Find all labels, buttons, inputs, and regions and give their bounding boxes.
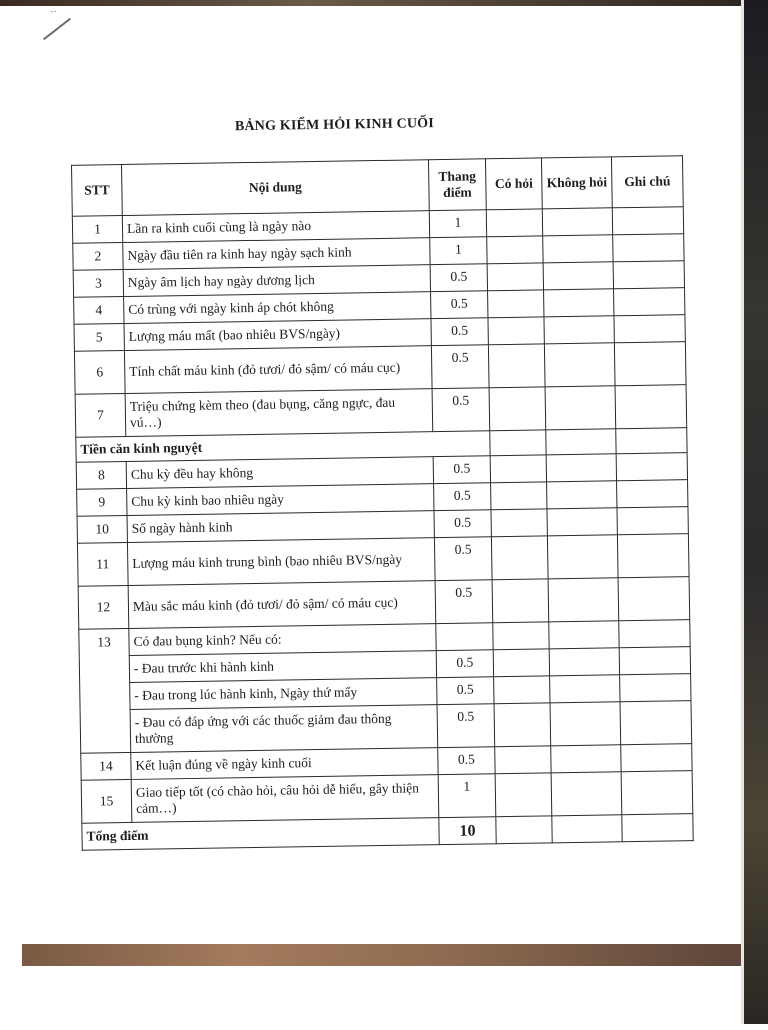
not-asked-cell[interactable] [545,386,616,430]
note-cell[interactable] [617,507,688,535]
row-score: 0.5 [437,677,494,705]
row-stt: 5 [74,324,124,352]
asked-cell[interactable] [491,482,547,510]
asked-cell[interactable] [494,703,551,747]
row-content: Chu kỳ kinh bao nhiêu ngày [127,484,434,516]
row-content: Giao tiếp tốt (có chào hỏi, câu hỏi dễ hiểu, gây thiện cảm…) [131,775,439,823]
row-score: 0.5 [438,747,495,775]
row-stt: 14 [81,752,131,780]
row-stt: 11 [77,542,128,586]
header-asked: Có hỏi [485,158,542,210]
row-score: 1 [430,237,487,265]
note-cell[interactable] [613,234,684,262]
asked-cell[interactable] [491,509,547,537]
row-content: Triệu chứng kèm theo (đau bụng, căng ngực, đau vú…) [125,389,433,437]
not-asked-cell[interactable] [549,621,619,649]
note-cell[interactable] [615,385,687,429]
row-score-empty [436,623,493,651]
asked-cell[interactable] [495,746,551,774]
header-not-asked: Không hỏi [541,157,612,209]
note-cell[interactable] [621,744,692,772]
not-asked-cell[interactable] [547,481,617,509]
not-asked-cell[interactable] [552,815,622,843]
row-stt: 6 [74,350,125,394]
row-score: 0.5 [432,388,490,432]
row-content: Chu kỳ đều hay không [126,457,433,489]
pen-dots: ˙˙ [50,10,57,21]
row-content: Lượng máu kinh trung bình (bao nhiêu BVS/ngày [127,538,435,586]
row-score: 0.5 [433,456,490,484]
row-score: 0.5 [430,264,487,292]
not-asked-cell[interactable] [544,343,615,387]
row-stt: 1 [72,216,122,244]
not-asked-cell[interactable] [544,316,614,344]
asked-cell[interactable] [489,387,546,431]
row-score: 0.5 [431,291,488,319]
row-score: 1 [438,774,496,818]
asked-cell[interactable] [490,430,546,456]
not-asked-cell[interactable] [542,208,612,236]
note-cell[interactable] [620,701,692,745]
note-cell[interactable] [619,647,690,675]
row-score: 0.5 [436,650,493,678]
not-asked-cell[interactable] [547,508,617,536]
page-title: BẢNG KIỂM HỎI KINH CUỐI [234,116,435,135]
header-note: Ghi chú [611,156,683,208]
row-stt: 12 [78,585,129,629]
row-content: Kết luận đúng về ngày kinh cuối [131,748,438,780]
note-cell[interactable] [616,453,687,481]
row-score: 0.5 [434,510,491,538]
row-stt: 8 [76,461,126,489]
row-content: - Đau trước khi hành kinh [129,651,436,683]
row-content: Tính chất máu kinh (đỏ tươi/ đỏ sậm/ có máu cục) [124,346,432,394]
note-cell[interactable] [621,771,693,815]
note-cell[interactable] [614,288,685,316]
row-content: Lượng máu mất (bao nhiêu BVS/ngày) [124,319,431,351]
note-cell[interactable] [616,428,687,454]
row-content: Ngày âm lịch hay ngày dương lịch [123,265,430,297]
row-content: Lần ra kinh cuối cùng là ngày nào [122,211,429,243]
row-score: 1 [429,210,486,238]
note-cell[interactable] [618,577,690,621]
asked-cell[interactable] [495,773,552,817]
asked-cell[interactable] [491,536,548,580]
header-stt: STT [72,165,123,217]
header-score: Thang điểm [428,159,486,211]
not-asked-cell[interactable] [551,772,622,816]
note-cell[interactable] [617,534,689,578]
asked-cell[interactable] [488,317,544,345]
row-score: 0.5 [437,704,495,748]
row-score: 0.5 [434,537,492,581]
row-score: 0.5 [431,345,489,389]
checklist-table [71,155,694,851]
asked-cell[interactable] [494,676,550,704]
not-asked-cell[interactable] [548,578,619,622]
not-asked-cell[interactable] [546,429,616,455]
not-asked-cell[interactable] [547,535,618,579]
asked-cell[interactable] [487,263,543,291]
note-cell[interactable] [614,342,686,386]
asked-cell[interactable] [493,649,549,677]
row-stt: 2 [73,243,123,271]
row-stt: 15 [81,779,132,823]
asked-cell[interactable] [496,816,552,844]
row-stt: 10 [77,515,127,543]
note-cell[interactable] [619,620,690,648]
row-score: 0.5 [431,318,488,346]
asked-cell[interactable] [492,579,549,623]
row-stt: 3 [73,270,123,298]
row-content: Có trùng với ngày kinh áp chót không [124,292,431,324]
row-content: Ngày đầu tiên ra kinh hay ngày sạch kinh [123,238,430,270]
not-asked-cell[interactable] [543,235,613,263]
not-asked-cell[interactable] [551,745,621,773]
asked-cell[interactable] [486,209,542,237]
row-content: Số ngày hành kinh [127,511,434,543]
row-content: Màu sắc máu kinh (đỏ tươi/ đỏ sậm/ có máu cục) [128,581,436,629]
total-score: 10 [439,817,496,845]
note-cell[interactable] [622,814,693,842]
not-asked-cell[interactable] [550,702,621,746]
row-stt: 9 [77,488,127,516]
row-score: 0.5 [435,580,493,624]
section-heading: Tiền căn kinh nguyệt [76,431,490,462]
asked-cell[interactable] [487,236,543,264]
row-score: 0.5 [434,483,491,511]
row-content: Có đau bụng kinh? Nếu có: [129,624,436,656]
note-cell[interactable] [617,480,688,508]
not-asked-cell[interactable] [549,648,619,676]
not-asked-cell[interactable] [546,454,616,482]
row-content: - Đau có đáp ứng với các thuốc giảm đau thông thường [130,705,438,753]
note-cell[interactable] [620,674,691,702]
not-asked-cell[interactable] [544,289,614,317]
total-label: Tổng điểm [82,818,439,851]
row-content: - Đau trong lúc hành kinh, Ngày thứ mấy [130,678,437,710]
asked-cell[interactable] [488,344,545,388]
not-asked-cell[interactable] [550,675,620,703]
row-stt: 4 [74,297,124,325]
header-content: Nội dung [122,160,430,216]
note-cell[interactable] [612,207,683,235]
asked-cell[interactable] [490,455,546,483]
note-cell[interactable] [614,315,685,343]
note-cell[interactable] [613,261,684,289]
asked-cell[interactable] [488,290,544,318]
row-stt: 13 [79,628,131,753]
asked-cell[interactable] [493,622,549,650]
row-stt: 7 [75,393,126,437]
not-asked-cell[interactable] [543,262,613,290]
